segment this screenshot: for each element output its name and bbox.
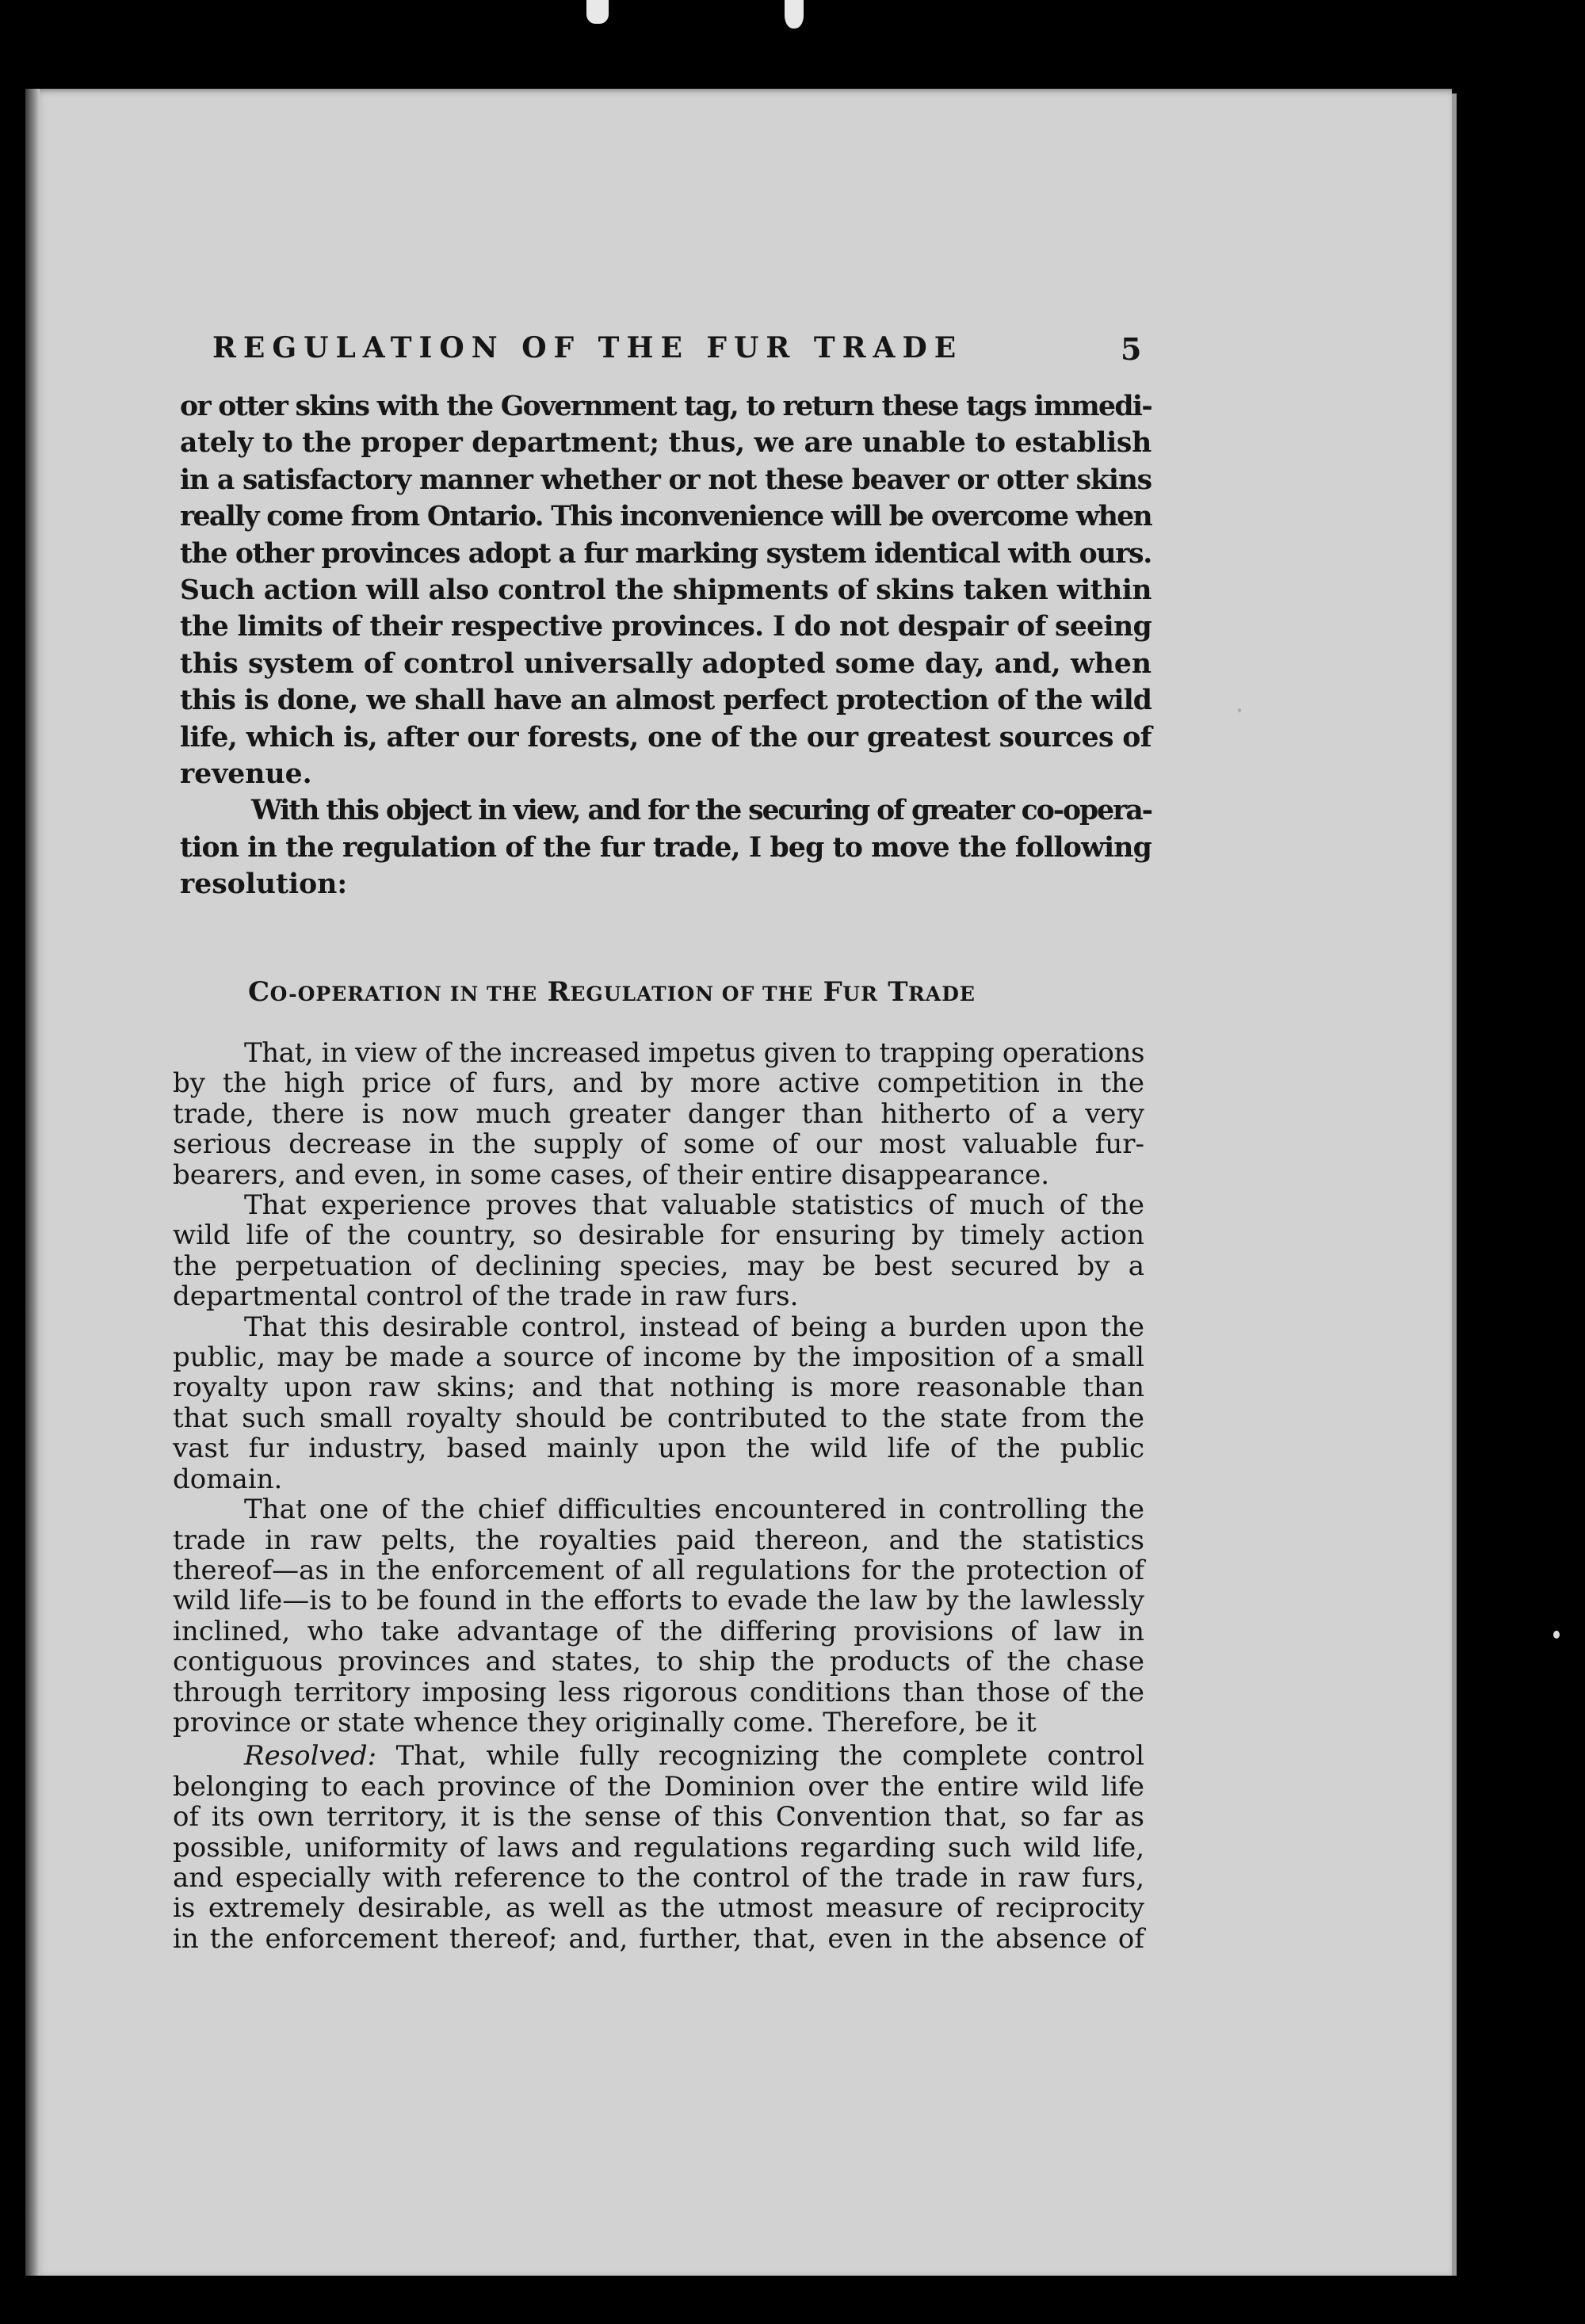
text-line: is extremely desirable, as well as the utmost measure of reciprocity xyxy=(173,1892,1144,1925)
text-line: the perpetuation of declining species, may be best secured by a xyxy=(173,1250,1144,1282)
text-line: serious decrease in the supply of some of our most valuable fur- xyxy=(173,1128,1144,1161)
text-line: this system of control universally adopted some day, and, when xyxy=(180,647,1152,680)
text-line: vast fur industry, based mainly upon the wild life of the public xyxy=(173,1433,1144,1465)
text-line: and especially with reference to the control of the trade in raw furs, xyxy=(173,1861,1144,1894)
resolved-line xyxy=(173,1741,1144,1771)
page-edge xyxy=(1452,93,1457,2276)
text-line: trade, there is now much greater danger than hitherto of a very xyxy=(173,1097,1144,1130)
page-number: 5 xyxy=(1121,331,1142,367)
text-line: That this desirable control, instead of being a burden upon the xyxy=(244,1311,1144,1343)
page-gutter-shadow xyxy=(25,89,40,2276)
text-line: contiguous provinces and states, to ship the products of the chase xyxy=(173,1646,1144,1678)
text-line: province or state whence they originally come. Therefore, be it xyxy=(173,1706,1037,1738)
text-line: that such small royalty should be contributed to the state from the xyxy=(173,1402,1144,1434)
text-line: With this object in view, and for the securing of greater co-opera- xyxy=(251,795,1152,827)
heading-cap: R xyxy=(547,976,571,1008)
text-line: in the enforcement thereof; and, further, that, even in the absence of xyxy=(173,1922,1144,1955)
text-line: in a satisfactory manner whether or not these beaver or otter skins xyxy=(180,464,1152,496)
text-line: by the high price of furs, and by more active competition in the xyxy=(173,1067,1144,1100)
text-line: That one of the chief difficulties encountered in controlling the xyxy=(244,1494,1144,1526)
text-line: wild life—is to be found in the efforts to evade the law by the lawlessly xyxy=(173,1585,1144,1617)
resolved-label: Resolved: xyxy=(244,1740,377,1773)
text-line: of its own territory, it is the sense of this Convention that, so far as xyxy=(173,1801,1144,1834)
text-line: domain. xyxy=(173,1463,283,1495)
scan-artifact xyxy=(785,0,804,29)
heading-cap: F xyxy=(823,976,843,1008)
text-line: inclined, who take advantage of the differing provisions of law in xyxy=(173,1615,1144,1647)
text-line: this is done, we shall have an almost perfect protection of the wild xyxy=(180,685,1152,717)
text-line: the other provinces adopt a fur marking system identical with ours. xyxy=(180,537,1152,570)
text-line: really come from Ontario. This inconvenience will be overcome when xyxy=(180,501,1152,533)
text-line: belonging to each province of the Dominion over the entire wild life xyxy=(173,1770,1144,1803)
intro-text-block xyxy=(180,388,1152,903)
scan-artifact xyxy=(586,0,609,24)
text-line: royalty upon raw skins; and that nothing is more reasonable than xyxy=(173,1372,1144,1404)
text-line: or otter skins with the Government tag, to return these tags immedi- xyxy=(180,391,1152,422)
resolution-text-block xyxy=(173,1038,1144,1954)
text-line: possible, uniformity of laws and regulations regarding such wild life, xyxy=(173,1831,1144,1864)
heading-smallcaps: UR xyxy=(842,983,878,1006)
section-heading xyxy=(248,976,976,1008)
text-line: departmental control of the trade in raw furs. xyxy=(173,1280,799,1313)
text-line: bearers, and even, in some cases, of their entire disappearance. xyxy=(173,1158,1050,1191)
text-line: the limits of their respective provinces. I do not despair of seeing xyxy=(180,611,1152,643)
scan-artifact xyxy=(1238,708,1241,712)
scan-artifact xyxy=(1553,1631,1560,1639)
text-line: trade in raw pelts, the royalties paid thereon, and the statistics xyxy=(173,1524,1144,1556)
text-line: ately to the proper department; thus, we are unable to establish xyxy=(180,427,1152,460)
heading-smallcaps: EGULATION OF THE xyxy=(570,983,814,1006)
text-line: revenue. xyxy=(180,758,312,791)
heading-cap: C xyxy=(248,976,270,1008)
text-line: resolution: xyxy=(180,868,348,901)
text-line: thereof—as in the enforcement of all regulations for the protection of xyxy=(173,1554,1144,1586)
text-line: public, may be made a source of income by the imposition of a small xyxy=(173,1341,1144,1374)
resolved-text: That, while fully recognizing the complete control xyxy=(376,1740,1144,1773)
heading-smallcaps: O-OPERATION IN THE xyxy=(269,983,538,1006)
heading-smallcaps: RADE xyxy=(908,983,976,1006)
text-line: tion in the regulation of the fur trade, I beg to move the following xyxy=(180,831,1152,864)
text-line: That, in view of the increased impetus given to trapping operations xyxy=(244,1037,1144,1069)
running-head: REGULATION OF THE FUR TRADE xyxy=(212,331,964,364)
heading-cap: T xyxy=(888,976,909,1008)
text-line: life, which is, after our forests, one of the our greatest sources of xyxy=(180,721,1152,754)
text-line: wild life of the country, so desirable for ensuring by timely action xyxy=(173,1219,1144,1252)
text-line: Such action will also control the shipments of skins taken within xyxy=(180,574,1152,607)
text-line: That experience proves that valuable statistics of much of the xyxy=(244,1189,1144,1222)
text-line: through territory imposing less rigorous conditions than those of the xyxy=(173,1676,1144,1708)
